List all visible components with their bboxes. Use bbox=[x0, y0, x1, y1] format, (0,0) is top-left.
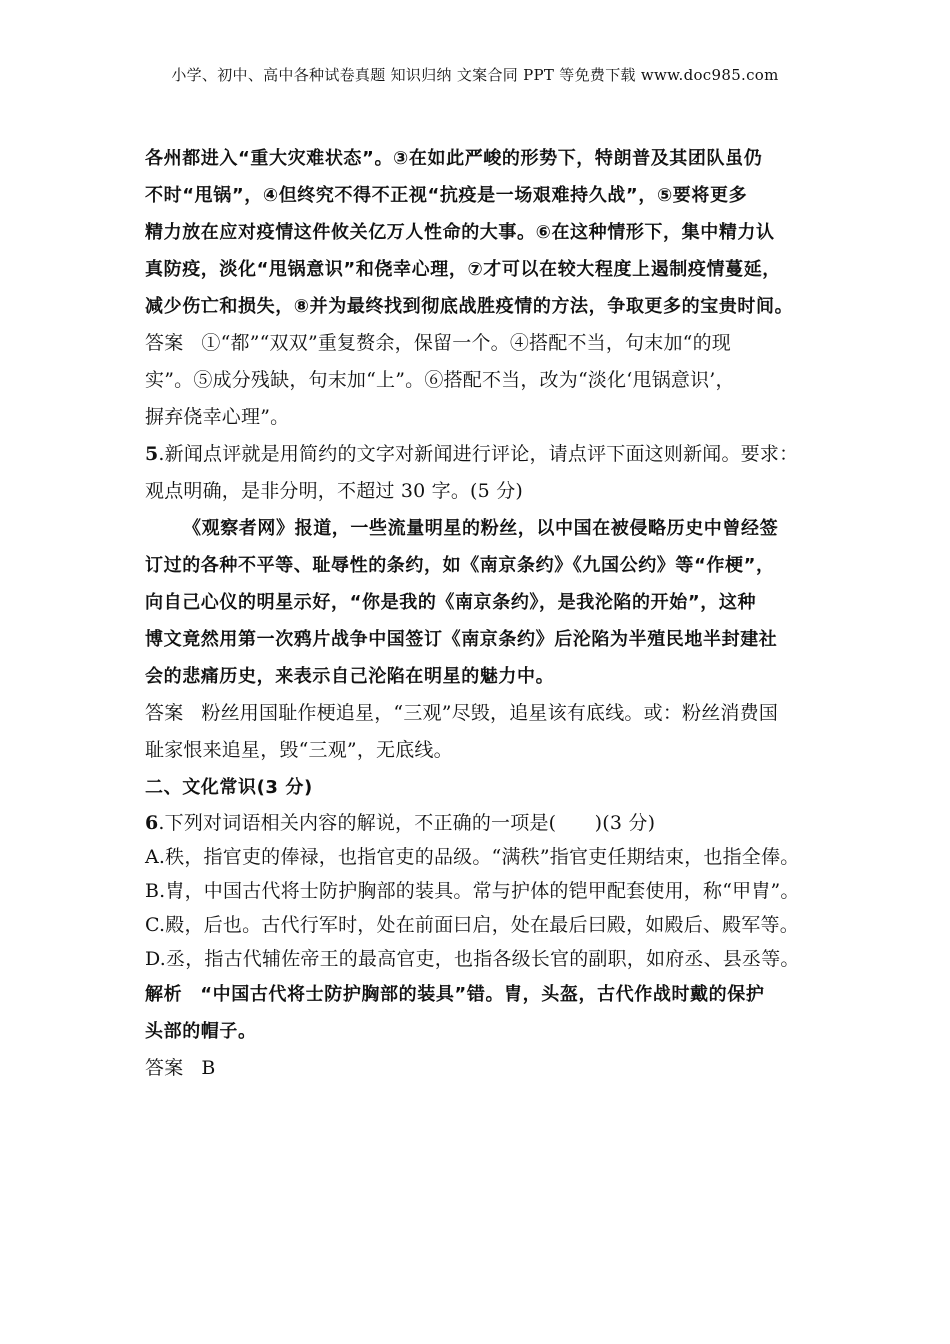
answer-line: 耻家恨来追星，毁“三观”，无底线。 bbox=[145, 739, 453, 761]
page-content bbox=[145, 140, 815, 1087]
section-title: 二、文化常识(3 分) bbox=[145, 777, 313, 798]
question6-text: .下列对词语相关内容的解说，不正确的一项是( )(3 分) bbox=[158, 812, 656, 834]
question5-text: .新闻点评就是用简约的文字对新闻进行评论，请点评下面这则新闻。要求： bbox=[158, 443, 799, 465]
answer-line bbox=[145, 325, 815, 362]
passage-line: 真防疫，淡化“甩锅意识”和侥幸心理，⑦才可以在较大程度上遏制疫情蔓延， bbox=[145, 259, 781, 280]
option-c: C.殿，后也。古代行军时，处在前面曰启，处在最后曰殿，如殿后、殿军等。 bbox=[145, 914, 799, 936]
analysis-label: 解析 bbox=[145, 984, 183, 1005]
answer-text: ①“都”“双双”重复赘余，保留一个。④搭配不当，句末加“的现 bbox=[201, 332, 731, 354]
option-b: B.胄，中国古代将士防护胸部的装具。常与护体的铠甲配套使用，称“甲胄”。 bbox=[145, 880, 800, 902]
passage-line: 减少伤亡和损失，⑧并为最终找到彻底战胜疫情的方法，争取更多的宝贵时间。 bbox=[145, 296, 794, 317]
question6-stem bbox=[145, 806, 815, 840]
question6 bbox=[145, 806, 815, 976]
question-number: 5 bbox=[145, 443, 159, 465]
option-a: A.秩，指官吏的俸禄，也指官吏的品级。“满秩”指官吏任期结束，也指全俸。 bbox=[145, 846, 800, 868]
question4-answer bbox=[145, 325, 815, 436]
question6-answer bbox=[145, 1050, 815, 1087]
question6-analysis bbox=[145, 976, 815, 1050]
question-number: 6 bbox=[145, 812, 159, 834]
answer-line bbox=[145, 695, 815, 732]
answer-label: 答案 bbox=[145, 702, 184, 724]
passage-line: 精力放在应对疫情这件攸关亿万人性命的大事。⑥在这种情形下，集中精力认 bbox=[145, 222, 775, 243]
answer-line: 摒弃侥幸心理”。 bbox=[145, 406, 290, 428]
answer-value: B bbox=[201, 1057, 216, 1079]
question5-requirement: 观点明确，是非分明，不超过 30 字。(5 分) bbox=[145, 480, 524, 502]
question4-passage bbox=[145, 140, 815, 325]
question5 bbox=[145, 436, 815, 510]
page-header: 小学、初中、高中各种试卷真题 知识归纳 文案合同 PPT 等免费下载 www.doc985.com bbox=[171, 66, 779, 84]
answer-text: 粉丝用国耻作梗追星，“三观”尽毁，追星该有底线。或：粉丝消费国 bbox=[201, 702, 779, 724]
news-passage bbox=[145, 510, 815, 695]
analysis-text: “中国古代将士防护胸部的装具”错。胄，头盔，古代作战时戴的保护 bbox=[200, 984, 765, 1005]
news-line: 会的悲痛历史，来表示自己沦陷在明星的魅力中。 bbox=[145, 666, 555, 687]
answer-label: 答案 bbox=[145, 332, 184, 354]
news-line: 博文竟然用第一次鸦片战争中国签订《南京条约》后沦陷为半殖民地半封建社 bbox=[145, 629, 778, 650]
question5-answer bbox=[145, 695, 815, 769]
news-line: 订过的各种不平等、耻辱性的条约，如《南京条约》《九国公约》等“作梗”， bbox=[145, 555, 775, 576]
analysis-line bbox=[145, 976, 815, 1013]
option-d: D.丞，指古代辅佐帝王的最高官吏，也指各级长官的副职，如府丞、县丞等。 bbox=[145, 948, 800, 970]
question5-stem bbox=[145, 436, 815, 473]
news-line: 《观察者网》报道，一些流量明星的粉丝，以中国在被侵略历史中曾经签 bbox=[183, 518, 779, 539]
analysis-line: 头部的帽子。 bbox=[145, 1021, 257, 1042]
news-line: 向自己心仪的明星示好，“你是我的《南京条约》，是我沦陷的开始”，这种 bbox=[145, 592, 757, 613]
answer-line: 实”。⑤成分残缺，句末加“上”。⑥搭配不当，改为“淡化‘甩锅意识’， bbox=[145, 369, 735, 391]
passage-line: 不时“甩锅”，④但终究不得不正视“抗疫是一场艰难持久战”，⑤要将更多 bbox=[145, 185, 748, 206]
answer-label: 答案 bbox=[145, 1057, 184, 1079]
passage-line: 各州都进入“重大灾难状态”。③在如此严峻的形势下，特朗普及其团队虽仍 bbox=[145, 148, 763, 169]
